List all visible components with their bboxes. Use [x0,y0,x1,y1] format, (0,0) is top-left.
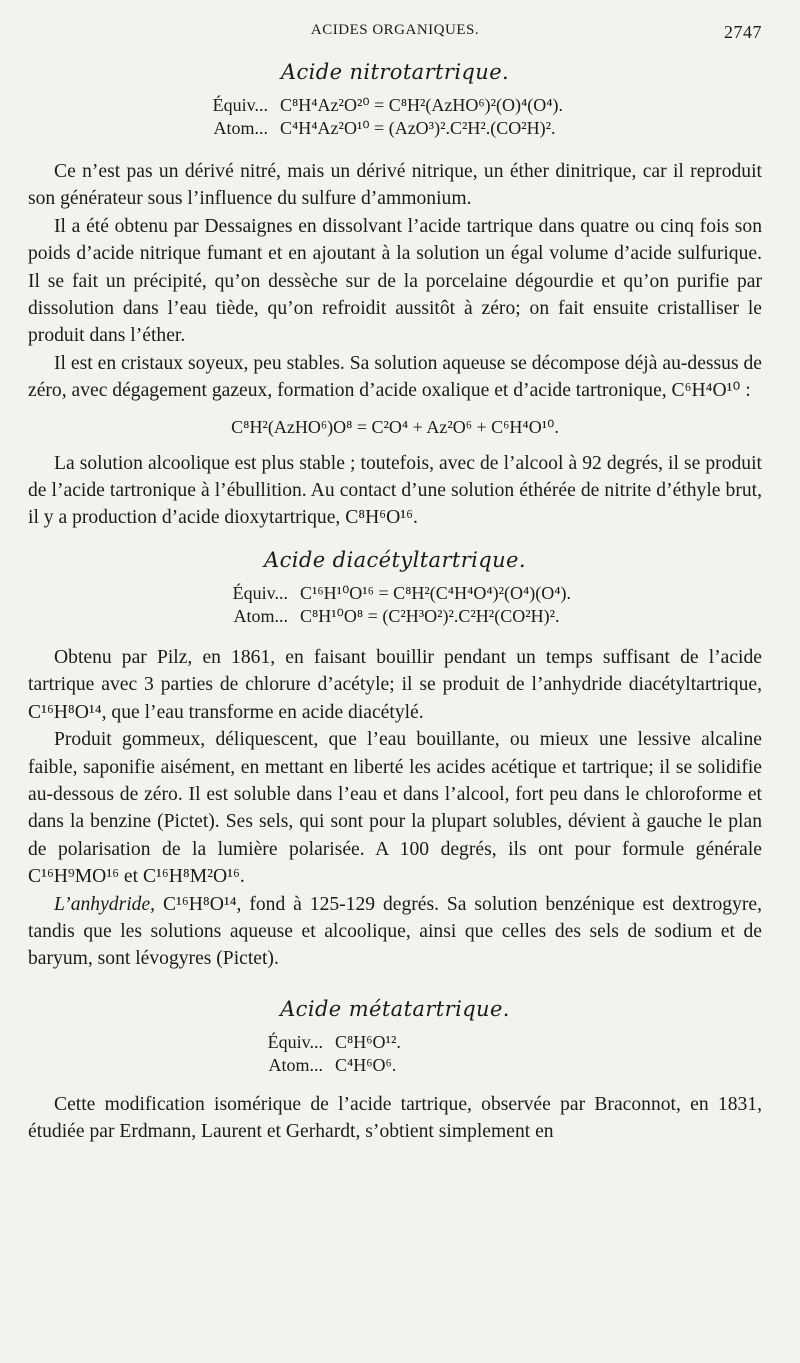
atom-line [188,605,762,628]
decomposition-equation: C⁸H²(AzHO⁶)O⁸ = C²O⁴ + Az²O⁶ + C⁶H⁴O¹⁰. [231,416,559,437]
atom-line [188,117,762,140]
running-head [28,14,762,44]
section-title-diacetyltartrique: Acide diacétyltartrique. [264,547,526,572]
equiv-formula: C⁸H⁶O¹². [335,1031,401,1052]
atom-formula: C⁴H⁶O⁶. [335,1054,397,1075]
formula-block-nitrotartrique [28,94,762,140]
atom-formula: C⁴H⁴Az²O¹⁰ = (AzO³)².C²H².(CO²H)². [280,118,556,138]
section-title-nitrotartrique: Acide nitrotartrique. [280,60,510,84]
paragraph: Il est en cristaux soyeux, peu stables. Sa solution aqueuse se décompose déjà au-dessus de zéro, avec dégagement gazeux, formation d’acide oxalique et d’acide tartronique, C⁶H⁴O¹⁰ : [28,352,762,402]
paragraph: Il a été obtenu par Dessaignes en dissolvant l’acide tartrique dans quatre ou cinq fois son poids d’acide nitrique fumant et en ajoutant à la solution un égal volume d’acide sulfurique. Il se fait un précipité, qu’on dessèche sur de la porcelaine dégourdie et qu’on purifie par dissolution dans l’eau tiède, qu’on refroidit aussitôt à zéro; on fait ensuite cristalliser le produit dans l’éther. [28,215,762,347]
paragraph: Cette modification isomérique de l’acide tartrique, observée par Braconnot, en 1831, étudiée par Erdmann, Laurent et Gerhardt, s’obtient simplement en [28,1093,762,1143]
term-anhydride: L’anhydride, [54,893,156,915]
equiv-label: Équiv... [212,95,268,115]
paragraph: Obtenu par Pilz, en 1861, en faisant bouillir pendant un temps suffisant de l’acide tartrique avec 3 parties de chlorure d’acétyle; il se produit de l’anhydride diacétyltartrique, C¹⁶H⁸O¹⁴, que l’eau transforme en acide diacétylé. [28,646,762,723]
atom-formula: C⁸H¹⁰O⁸ = (C²H³O²)².C²H²(CO²H)². [300,605,560,626]
paragraph-text: C¹⁶H⁸O¹⁴, fond à 125-129 degrés. Sa solution benzénique est dextrogyre, tandis que les solutions aqueuse et alcoolique, ainsi que celles des sels de sodium et de baryum, sont lévogyres (Pictet). [28,893,762,970]
atom-label: Atom... [213,118,268,138]
atom-line [228,1054,762,1077]
equiv-line [228,1031,762,1054]
equiv-formula: C¹⁶H¹⁰O¹⁶ = C⁸H²(C⁴H⁴O⁴)²(O⁴)(O⁴). [300,582,572,603]
equiv-line [188,94,762,117]
equiv-label: Équiv... [232,582,288,603]
paragraph [28,891,762,973]
equiv-formula: C⁸H⁴Az²O²⁰ = C⁸H²(AzHO⁶)²(O)⁴(O⁴). [280,95,564,115]
equiv-line [188,582,762,605]
running-title: ACIDES ORGANIQUES. [310,22,480,38]
formula-block-metatartrique [28,1031,762,1077]
paragraph: La solution alcoolique est plus stable ; toutefois, avec de l’alcool à 92 degrés, il se produit de l’acide tartronique à l’ébullition. Au contact d’une solution éthérée de nitrite d’éthyle brut, il y a production d’acide dioxytartrique, C⁸H⁶O¹⁶. [28,452,762,529]
atom-label: Atom... [268,1054,323,1075]
page-number: 2747 [724,22,762,42]
atom-label: Atom... [233,605,288,626]
section-title-metatartrique: Acide métatartrique. [280,996,510,1021]
equiv-label: Équiv... [267,1031,323,1052]
formula-block-diacetyltartrique [28,582,762,628]
paragraph: Produit gommeux, déliquescent, que l’eau bouillante, ou mieux une lessive alcaline faible, saponifie aisément, en mettant en liberté les acides acétique et tartrique; il se solidifie au-dessous de zéro. Il est soluble dans l’eau et dans l’alcool, fort peu dans le chloroforme et dans la benzine (Pictet). Ses sels, qui sont pour la plupart solubles, dévient à gauche le plan de polarisation de la lumière polarisée. A 100 degrés, ils ont pour formule générale C¹⁶H⁹MO¹⁶ et C¹⁶H⁸M²O¹⁶. [28,729,762,888]
paragraph: Ce n’est pas un dérivé nitré, mais un dérivé nitrique, un éther dinitrique, car il reproduit son générateur sous l’influence du sulfure d’ammonium. [28,161,762,210]
